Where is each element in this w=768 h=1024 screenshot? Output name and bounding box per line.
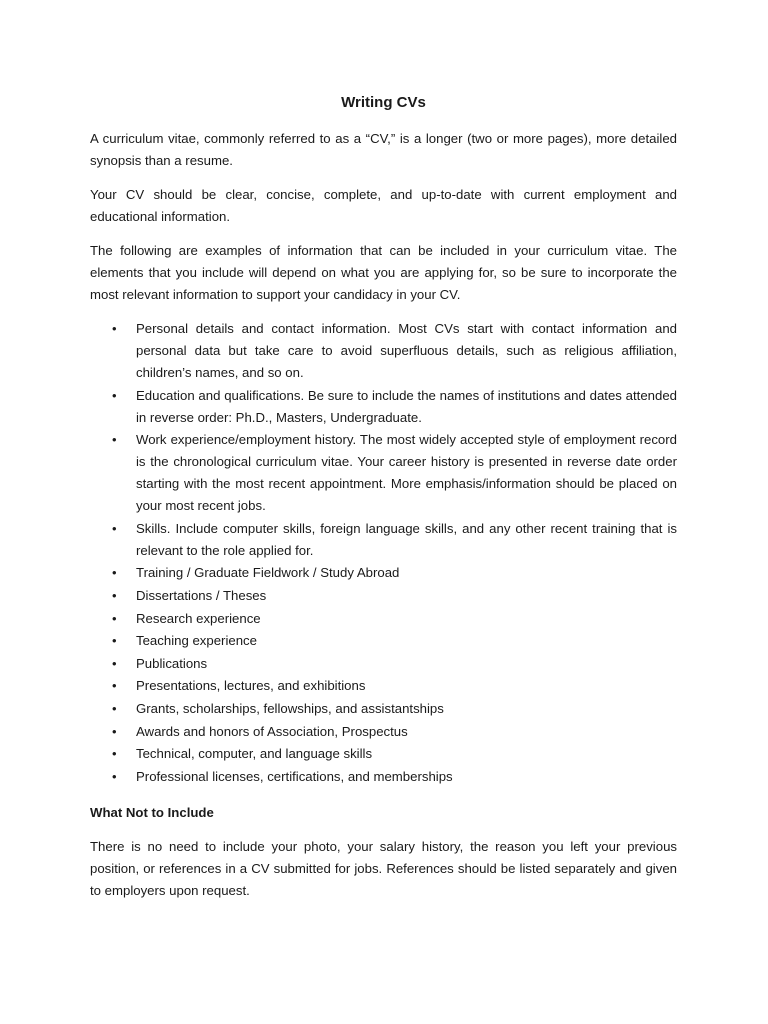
bullet-icon: •	[112, 723, 117, 739]
closing-paragraph: There is no need to include your photo, your salary history, the reason you left your previous position, or references in a CV submitted for jobs. References should be listed separately and given to employers upon request.	[90, 838, 677, 898]
list-item-text: Grants, scholarships, fellowships, and assistantships	[136, 700, 444, 716]
list-item-text: Awards and honors of Association, Prospectus	[136, 723, 408, 739]
bullet-icon: •	[112, 520, 117, 536]
list-item-text: Personal details and contact information. Most CVs start with contact information and personal data but take care to avoid superfluous details, such as religious affiliation, children’s names, and so on.	[136, 321, 677, 380]
list-item-text: Professional licenses, certifications, and memberships	[136, 768, 453, 784]
list-item	[90, 743, 677, 765]
list-item-text: Publications	[136, 655, 208, 671]
list-item	[90, 608, 677, 630]
list-item	[90, 585, 677, 607]
list-item	[90, 318, 677, 384]
list-item-text: Education and qualifications. Be sure to include the names of institutions and dates attended in reverse order: Ph.D., Masters, Undergraduate.	[136, 387, 677, 425]
list-item-text: Skills. Include computer skills, foreign language skills, and any other recent training that is relevant to the role applied for.	[136, 520, 677, 558]
list-item	[90, 630, 677, 652]
list-item	[90, 562, 677, 584]
list-item	[90, 385, 677, 429]
list-item-text: Teaching experience	[136, 633, 257, 649]
bullet-icon: •	[112, 700, 117, 716]
list-item	[90, 429, 677, 517]
list-item	[90, 721, 677, 743]
document-title: Writing CVs	[341, 94, 426, 111]
bullet-icon: •	[112, 387, 117, 403]
list-item	[90, 675, 677, 697]
bullet-icon: •	[112, 633, 117, 649]
list-item-text: Research experience	[136, 610, 261, 626]
bullet-icon: •	[112, 587, 117, 603]
list-item-text: Work experience/employment history. The most widely accepted style of employment record is the chronological curriculum vitae. Your career history is presented in reverse date order starting with the most recent appointment. More emphasis/information should be placed on your most recent jobs.	[136, 432, 677, 514]
bullet-icon: •	[112, 746, 117, 762]
list-item	[90, 653, 677, 675]
intro-paragraph: A curriculum vitae, commonly referred to as a “CV,” is a longer (two or more pages), more detailed synopsis than a resume.	[90, 131, 677, 168]
list-item-text: Dissertations / Theses	[136, 587, 267, 603]
cv-elements-list	[90, 318, 677, 788]
bullet-icon: •	[112, 321, 117, 336]
section-heading: What Not to Include	[90, 804, 214, 820]
bullet-icon: •	[112, 432, 117, 448]
bullet-icon: •	[112, 655, 117, 671]
list-item-text: Technical, computer, and language skills	[136, 746, 373, 762]
examples-paragraph: The following are examples of information that can be included in your curriculum vitae. The elements that you include will depend on what you are applying for, so be sure to incorporate the most relevant information to support your candidacy in your CV.	[90, 243, 677, 302]
bullet-icon: •	[112, 565, 117, 581]
list-item	[90, 518, 677, 562]
bullet-icon: •	[112, 678, 117, 694]
list-item	[90, 698, 677, 720]
list-item-text: Presentations, lectures, and exhibitions	[136, 678, 366, 694]
document-page	[90, 92, 677, 914]
list-item-text: Training / Graduate Fieldwork / Study Abroad	[136, 565, 400, 581]
list-item	[90, 766, 677, 788]
clarity-paragraph: Your CV should be clear, concise, complete, and up-to-date with current employment and educational information.	[90, 187, 677, 224]
bullet-icon: •	[112, 610, 117, 626]
bullet-icon: •	[112, 768, 117, 784]
